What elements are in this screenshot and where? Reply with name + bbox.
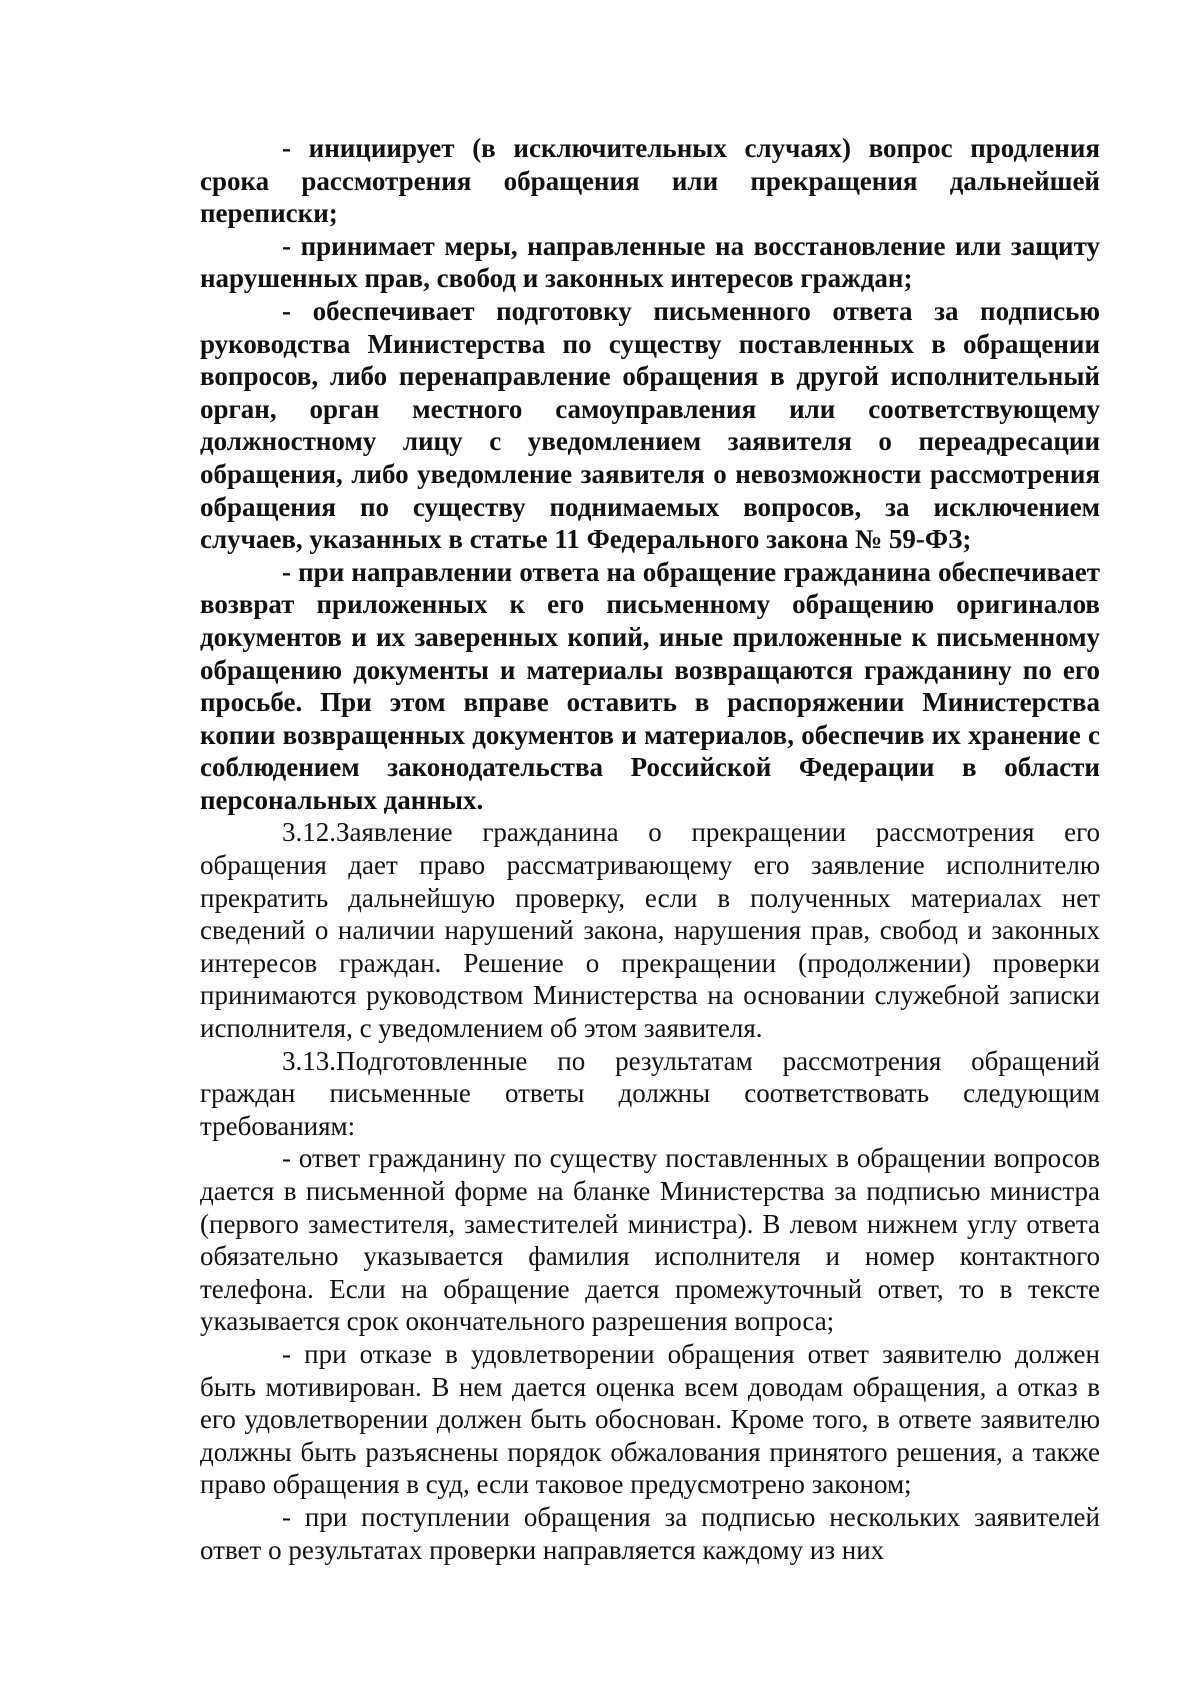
paragraph-6: 3.13.Подготовленные по результатам рассмотрения обращений граждан письменные ответы должны соответствовать следующим требованиям: <box>200 1045 1100 1141</box>
paragraph-1: - инициирует (в исключительных случаях) вопрос продления срока рассмотрения обращения или прекращения дальнейшей переписки; <box>200 133 1100 229</box>
paragraph-8: - при отказе в удовлетворении обращения ответ заявителю должен быть мотивирован. В нем дается оценка всем доводам обращения, а отказ в его удовлетворении должен быть обоснован. Кроме того, в ответе заявителю должны быть разъяснены порядок обжалования принятого решения, а также право обращения в суд, если таковое предусмотрено законом; <box>200 1338 1100 1500</box>
paragraph-9: - при поступлении обращения за подписью нескольких заявителей ответ о результатах проверки направляется каждому из них <box>200 1501 1100 1565</box>
document-page <box>200 132 1100 1566</box>
paragraph-7: - ответ гражданину по существу поставленных в обращении вопросов дается в письменной форме на бланке Министерства за подписью министра (первого заместителя, заместителей министра). В левом нижнем углу ответа обязательно указывается фамилия исполнителя и номер контактного телефона. Если на обращение дается промежуточный ответ, то в тексте указывается срок окончательного разрешения вопроса; <box>200 1143 1100 1337</box>
paragraph-4: - при направлении ответа на обращение гражданина обеспечивает возврат приложенных к его письменному обращению оригиналов документов и их заверенных копий, иные приложенные к письменному обращению документы и материалы возвращаются гражданину по его просьбе. При этом вправе оставить в распоряжении Министерства копии возвращенных документов и материалов, обеспечив их хранение с соблюдением законодательства Российской Федерации в области персональных данных. <box>200 556 1100 815</box>
paragraph-3: - обеспечивает подготовку письменного ответа за подписью руководства Министерства по существу поставленных в обращении вопросов, либо перенаправление обращения в другой исполнительный орган, орган местного самоуправления или соответствующему должностному лицу с уведомлением заявителя о переадресации обращения, либо уведомление заявителя о невозможности рассмотрения обращения по существу поднимаемых вопросов, за исключением случаев, указанных в статье 11 Федерального закона № 59-ФЗ; <box>200 295 1100 555</box>
paragraph-5: 3.12.Заявление гражданина о прекращении рассмотрения его обращения дает право рассматривающему его заявление исполнителю прекратить дальнейшую проверку, если в полученных материалах нет сведений о наличии нарушений закона, нарушения прав, свобод и законных интересов граждан. Решение о прекращении (продолжении) проверки принимаются руководством Министерства на основании служебной записки исполнителя, с уведомлением об этом заявителя. <box>200 817 1100 1044</box>
paragraph-2: - принимает меры, направленные на восстановление или защиту нарушенных прав, свобод и законных интересов граждан; <box>200 230 1100 294</box>
